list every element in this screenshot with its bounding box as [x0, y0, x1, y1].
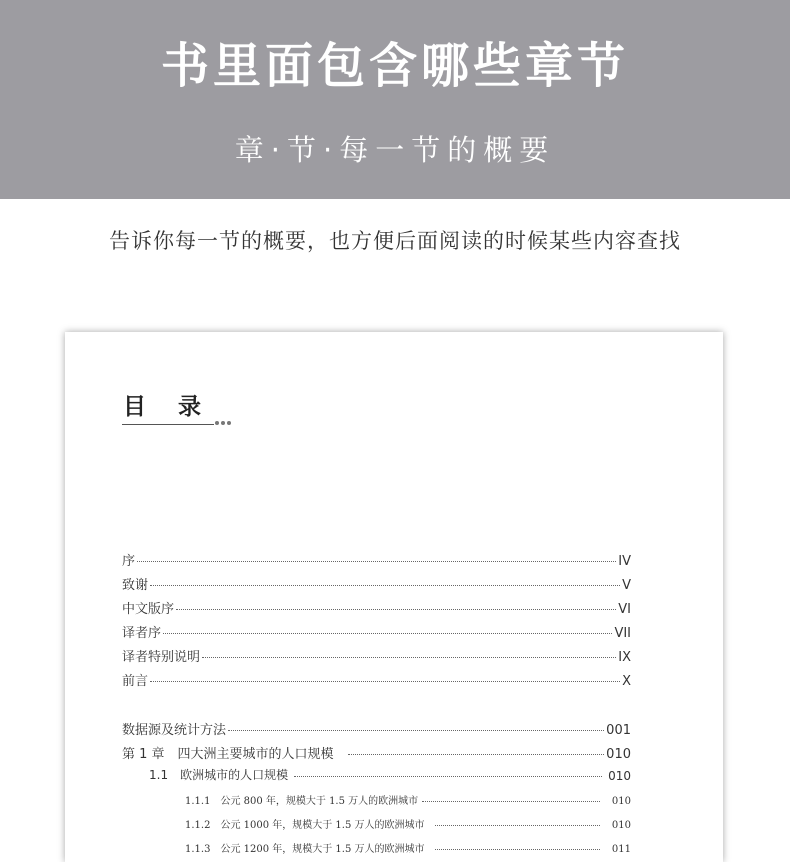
- toc-leader: [294, 776, 602, 777]
- toc-label: 序: [122, 554, 136, 569]
- toc-row-acknowledgements: [122, 574, 631, 593]
- toc-row-preface: [122, 550, 631, 569]
- banner-subtitle: 章·节·每一节的概要: [234, 133, 556, 167]
- banner-title: 书里面包含哪些章节: [160, 38, 629, 94]
- toc-leader: [435, 825, 600, 826]
- toc-leader: [228, 730, 604, 731]
- toc-page: [65, 332, 723, 862]
- toc-page-number: 010: [606, 747, 631, 762]
- toc-page-number: 010: [611, 820, 631, 831]
- toc-row-subsection-1-1-3: [185, 840, 631, 855]
- toc-leader: [137, 561, 616, 562]
- toc-label: 中文版序: [122, 602, 175, 617]
- toc-page-number: 011: [611, 844, 631, 855]
- toc-leader: [176, 609, 616, 610]
- tagline: 告诉你每一节的概要，也方便后面阅读的时候某些内容查找: [109, 229, 681, 253]
- toc-label: 译者特别说明: [122, 650, 201, 665]
- toc-leader: [202, 657, 616, 658]
- toc-page-number: VI: [618, 602, 631, 617]
- toc-leader: [150, 585, 620, 586]
- toc-row-subsection-1-1-1: [185, 792, 631, 807]
- toc-label: 前言: [122, 674, 149, 689]
- toc-label: 致谢: [122, 578, 149, 593]
- toc-leader: [150, 681, 620, 682]
- toc-label: 1.1 欧洲城市的人口规模: [149, 768, 289, 782]
- toc-label: 1.1.1 公元 800 年，规模大于 1.5 万人的欧洲城市: [185, 796, 419, 807]
- heading-underline: [122, 424, 214, 425]
- toc-row-translator-notes: [122, 646, 631, 665]
- toc-row-section-1-1: [149, 766, 631, 783]
- toc-page-number: IV: [618, 554, 631, 569]
- toc-row-foreword: [122, 670, 631, 689]
- toc-label: 译者序: [122, 626, 162, 641]
- toc-row-chapter-1: [122, 743, 631, 762]
- header-banner: [0, 0, 790, 199]
- toc-page-number: 001: [606, 723, 631, 738]
- toc-page-number: X: [622, 674, 631, 689]
- toc-label: 第 1 章 四大洲主要城市的人口规模: [122, 747, 334, 762]
- toc-leader: [348, 754, 605, 755]
- toc-leader: [163, 633, 612, 634]
- toc-page-number: 010: [608, 769, 631, 783]
- toc-page-number: V: [622, 578, 631, 593]
- toc-row-chinese-preface: [122, 598, 631, 617]
- toc-row-translator-preface: [122, 622, 631, 641]
- toc-heading: 目 录: [123, 393, 214, 420]
- toc-leader: [422, 801, 600, 802]
- toc-label: 1.1.3 公元 1200 年，规模大于 1.5 万人的欧洲城市: [185, 844, 425, 855]
- toc-row-subsection-1-1-2: [185, 816, 631, 831]
- toc-label: 1.1.2 公元 1000 年，规模大于 1.5 万人的欧洲城市: [185, 820, 425, 831]
- toc-row-data-sources: [122, 719, 631, 738]
- toc-page-number: 010: [611, 796, 631, 807]
- toc-label: 数据源及统计方法: [122, 723, 227, 738]
- toc-page-number: VII: [614, 626, 631, 641]
- toc-page-number: IX: [618, 650, 631, 665]
- heading-ornament: [215, 421, 231, 427]
